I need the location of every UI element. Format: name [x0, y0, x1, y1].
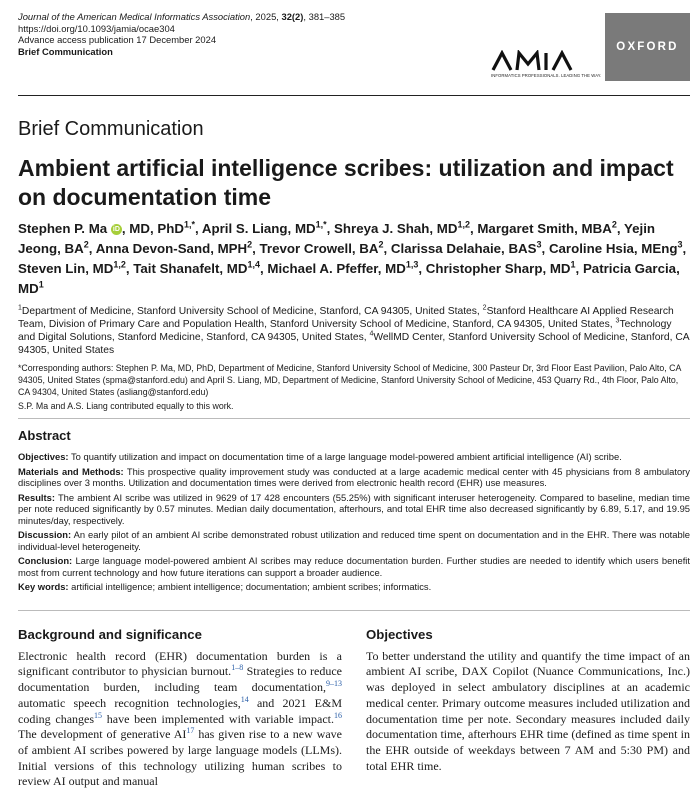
amia-tagline: INFORMATICS PROFESSIONALS. LEADING THE WAY. — [491, 73, 602, 78]
affiliation-number: 4 — [369, 330, 374, 338]
author-affiliation-sup: 1 — [570, 259, 576, 270]
background-heading: Background and significance — [18, 627, 202, 642]
corresponding-authors: *Corresponding authors: Stephen P. Ma, MD, PhD, Department of Medicine, Stanford University School of Medicine, 300 Pasteur Dr, 3rd Floor East Pavilion, Palo Alto, CA 94305, United States (spma@stanford.edu) and April S. Liang, MD, Department of Medicine, Stanford University School of Medicine, 453 Quarry Rd., 4th Floor, Palo Alto, CA 94304, United States (asliang@stanford.edu) — [18, 363, 681, 397]
abstract-section — [18, 555, 690, 578]
abstract-section-text: Large language model-powered ambient AI scribes may reduce documentation burden. Further studies are needed to identify which users benefit most from current technology and how future iterations can support a broader audience. — [18, 555, 690, 578]
author-affiliation-sup: 1,* — [183, 219, 195, 230]
affiliation-number: 1 — [18, 304, 22, 312]
abstract-section-text: To quantify utilization and impact on documentation time of a large language model-powered ambient artificial intelligence (AI) scribe. — [68, 451, 622, 462]
affiliation-text: Department of Medicine, Stanford University School of Medicine, Stanford, CA 94305, United States, — [21, 306, 483, 317]
doi-link[interactable]: https://doi.org/10.1093/jamia/ocae304 — [18, 22, 175, 34]
author-name: Christopher Sharp, MD — [425, 261, 571, 276]
objectives-heading: Objectives — [366, 627, 433, 642]
author-name: Tait Shanafelt, MD — [133, 261, 248, 276]
author-name: Clarissa Delahaie, BAS — [390, 241, 537, 256]
author-name: Trevor Crowell, BA — [259, 241, 379, 256]
author-name: Patricia Garcia, MD — [18, 261, 680, 296]
author-name: Yejin Jeong, BA — [18, 221, 656, 256]
abstract-section-text: This prospective quality improvement study was conducted at a large academic medical center with 45 physicians from 8 ambulatory disciplines over 3 months. Utilization and documentation times were derived from electronic health record (EHR) use measures. — [18, 465, 690, 488]
author-affiliation-sup: 3 — [536, 239, 542, 250]
reference-citation: 14 — [240, 694, 249, 704]
author-affiliation-sup: 1,3 — [405, 259, 419, 270]
abstract-body — [18, 451, 690, 596]
body-text: Electronic health record (EHR) documentation burden is a significant contributor to physician burnout. — [18, 648, 342, 679]
abstract-top-rule — [18, 418, 690, 419]
equal-contribution-note: S.P. Ma and A.S. Liang contributed equally to this work. — [18, 401, 234, 411]
volume-issue: 32(2) — [281, 11, 304, 22]
abstract-bottom-rule — [18, 610, 690, 611]
article-type: Brief Communication — [18, 45, 113, 57]
author-degree: , MD, PhD — [121, 221, 184, 236]
abstract-section — [18, 451, 690, 463]
abstract-section — [18, 529, 690, 552]
author-name: Shreya J. Shah, MD — [334, 221, 458, 236]
header-rule — [18, 95, 690, 96]
body-text: The development of generative AI — [18, 727, 187, 742]
author-name: April S. Liang, MD — [201, 221, 316, 236]
body-text: Strategies to reduce documentation burden, including team documentation, — [18, 664, 342, 695]
abstract-section-text: An early pilot of an ambient AI scribe demonstrated robust utilization and reduced time spent on documentation and in the EHR. There was notable individual-level heterogeneity. — [18, 529, 690, 552]
reference-citation: 1–8 — [231, 663, 244, 673]
access-date: Advance access publication 17 December 2024 — [18, 34, 217, 45]
article-title: Ambient artificial intelligence scribes: utilization and impact on documentation time — [18, 155, 674, 210]
abstract-section — [18, 492, 690, 527]
author-name: Stephen P. Ma — [18, 221, 108, 236]
reference-citation: 9–13 — [326, 679, 342, 689]
author-affiliation-sup: 3 — [677, 239, 683, 250]
abstract-section — [18, 581, 690, 593]
abstract-section-label: Results: — [18, 491, 55, 503]
body-text: have been implemented with variable impact. — [102, 711, 334, 726]
citation-sep: , 2025, — [250, 11, 282, 22]
reference-citation: 16 — [334, 710, 342, 720]
abstract-section-text: The ambient AI scribe was utilized in 9629 of 17 428 encounters (55.25%) with significant interuser heterogeneity. Compared to baseline, median time per note reduced significantly by 0.57 minutes. Median daily documentation, afterhours, and total EHR time also decreased significantly by 6.89, 5.17, and 19.95 minutes/day, respectively. — [18, 491, 690, 526]
author-affiliation-sup: 1,4 — [247, 259, 260, 270]
affiliation-text: Technology and Digital Solutions, Stanford Medicine, Stanford, CA 94305, United States, — [18, 319, 672, 343]
author-affiliation-sup: 1,2 — [457, 219, 470, 230]
abstract-section — [18, 466, 690, 489]
section-label: Brief Communication — [18, 118, 204, 140]
left-column — [18, 627, 342, 790]
reference-citation: 17 — [186, 726, 195, 736]
abstract-section-label: Key words: — [18, 581, 69, 592]
body-text: has given rise to a new wave of ambient AI scribes powered by large language models (LLMs). Initial versions of this technology utilizing human scribes to review AI output and manual — [18, 727, 343, 789]
author-affiliation-sup: 1,2 — [113, 259, 126, 270]
affiliation-text: WellMD Center, Stanford University School of Medicine, Stanford, CA 94305, United States — [18, 332, 690, 356]
abstract-section-label: Materials and Methods: — [18, 465, 124, 477]
affiliation-number: 2 — [482, 304, 487, 312]
abstract-section-label: Objectives: — [18, 451, 69, 462]
affiliations — [18, 305, 690, 357]
author-name: Caroline Hsia, MEng — [548, 241, 678, 256]
body-text: and 2021 E&M coding changes — [18, 695, 342, 726]
oxford-logo: OXFORD — [605, 13, 690, 81]
author-affiliation-sup: 2 — [611, 219, 617, 230]
author-name: Steven Lin, MD — [18, 261, 114, 276]
body-text: automatic speech recognition technologies, — [18, 695, 241, 710]
page-range: , 381–385 — [303, 11, 346, 22]
author-affiliation-sup: 2 — [247, 239, 253, 250]
affiliation-number: 3 — [615, 317, 620, 325]
abstract-section-text: artificial intelligence; ambient intelligence; documentation; ambient scribes; informatics. — [68, 581, 432, 592]
author-affiliation-sup: 2 — [378, 239, 384, 250]
author-affiliation-sup: 1 — [38, 279, 44, 290]
abstract-heading: Abstract — [18, 428, 71, 443]
journal-header — [18, 11, 345, 57]
background-paragraph — [18, 649, 342, 790]
journal-name: Journal of the American Medical Informatics Association — [18, 11, 251, 22]
objectives-paragraph: To better understand the utility and quantify the time impact of an ambient AI scribe, DAX Copilot (Nuance Communications, Inc.) was deployed in select ambulatory disciplines at an academic medical center. Primary outcome measures included utilization and documentation time per note. Secondary measures included daily documentation time, afterhours EHR time (defined as time spent in the EHR outside of weekdays between 7 AM and 5:30 PM) and total EHR time. — [366, 648, 690, 773]
right-column — [366, 627, 690, 774]
affiliation-text: Stanford Healthcare AI Applied Research Team, Division of Primary Care and Population Health, Stanford University School of Medicine, Stanford, CA 94305, United States, — [18, 306, 674, 330]
author-affiliation-sup: 1,* — [315, 219, 327, 230]
orcid-icon: iD — [112, 225, 120, 233]
author-name: Margaret Smith, MBA — [477, 221, 612, 236]
abstract-section-label: Discussion: — [18, 529, 72, 540]
reference-citation: 15 — [94, 710, 103, 720]
author-name: Anna Devon-Sand, MPH — [95, 241, 248, 256]
author-list: Stephen P. Ma iD , MD, PhD$^{1,*}$, April S. Liang, $MD^{1,*}$, Shreya J. Shah, MD$^{1,2}$, Margaret Smith, MBA$^2$, Yejin Jeong, $BA^2$, Anna Devon-Sand, MPH$^2$, Trevor Crowell, $BA^2$, Clarissa Delahaie, BAS$^3$, Caroline Hsia, MEng$^3$, Steven Lin, MD$^{1,2}$, Tait Shanafelt, MD$^{1,4}$, Michael A. Pfeffer, MD$^{1,3}$, Christopher Sharp, $MD^1$, Patricia Garcia, $MD^1$ — [18, 219, 687, 296]
abstract-section-label: Conclusion: — [18, 555, 73, 566]
author-affiliation-sup: 2 — [83, 239, 89, 250]
author-name: Michael A. Pfeffer, MD — [267, 261, 406, 276]
